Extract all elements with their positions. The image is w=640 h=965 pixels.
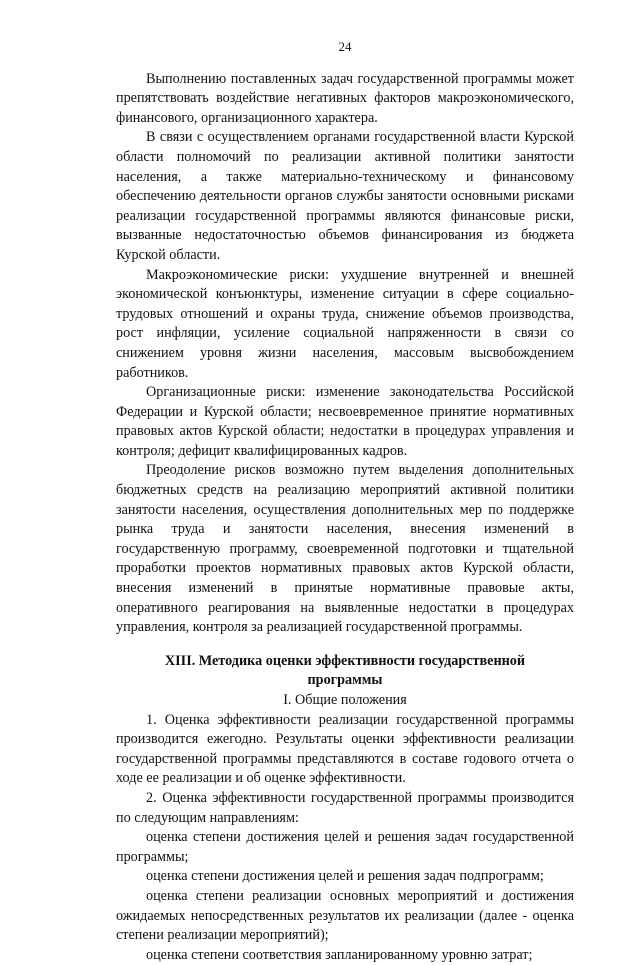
paragraph-risk-mitigation: Преодоление рисков возможно путем выделения дополнительных бюджетных средств на реализацию мероприятий активной политики занятости населения, осуществления дополнительных мер по поддержке рынка труда и занятости населения, внесения изменений в государственную программу, своевременной подготовки и тщательной проработки проектов нормативных правовых актов Курской области, внесения изменений в принятые нормативные правовые акты, оперативного реагирования на выявленные недостатки в процедурах управления, контроля за реализацией государственной программы. <box>116 462 574 636</box>
paragraph-direction-3: оценка степени реализации основных мероприятий и достижения ожидаемых непосредственных результатов их реализации (далее - оценка степени реализации мероприятий); <box>116 887 574 944</box>
paragraph-risk-intro: Выполнению поставленных задач государственной программы может препятствовать воздействие негативных факторов макроэкономического, финансового, организационного характера. <box>116 70 574 126</box>
paragraph-item-2: 2. Оценка эффективности государственной программы производится по следующим направлениям: <box>116 789 574 826</box>
subsection-title: I. Общие положения <box>283 692 407 708</box>
paragraph-direction-2: оценка степени достижения целей и решения задач подпрограмм; <box>146 868 544 885</box>
section-title: XIII. Методика оценки эффективности государственной программы <box>164 652 526 689</box>
paragraph-financial-risks: В связи с осуществлением органами государственной власти Курской области полномочий по реализации активной политики занятости населения, а также материально-техническому и финансовому обеспечению деятельности органов службы занятости основными рисками реализации государственной программы являются финансовые риски, вызванные недостаточностью объемов финансирования из бюджета Курской области. <box>116 129 574 263</box>
paragraph-item-1: 1. Оценка эффективности реализации государственной программы производится ежегодно. Результаты оценки эффективности реализации государственной программы представляются в составе годового отчета о ходе ее реализации и об оценке эффективности. <box>116 711 574 787</box>
page-number: 24 <box>338 39 352 54</box>
paragraph-organizational-risks: Организационные риски: изменение законодательства Российской Федерации и Курской области; несвоевременное принятие нормативных правовых актов Курской области; недостатки в процедурах управления и контроля; дефицит квалифицированных кадров. <box>116 384 574 459</box>
paragraph-macroeconomic-risks: Макроэкономические риски: ухудшение внутренней и внешней экономической конъюнктуры, изменение ситуации в сфере социально-трудовых отношений и охраны труда, снижение объемов производства, рост инфляции, усиление социальной напряженности в связи со снижением уровня жизни населения, массовым высвобождением работников. <box>116 266 574 381</box>
paragraph-direction-4: оценка степени соответствия запланированному уровню затрат; <box>146 946 533 963</box>
paragraph-direction-1: оценка степени достижения целей и решения задач государственной программы; <box>116 829 574 865</box>
